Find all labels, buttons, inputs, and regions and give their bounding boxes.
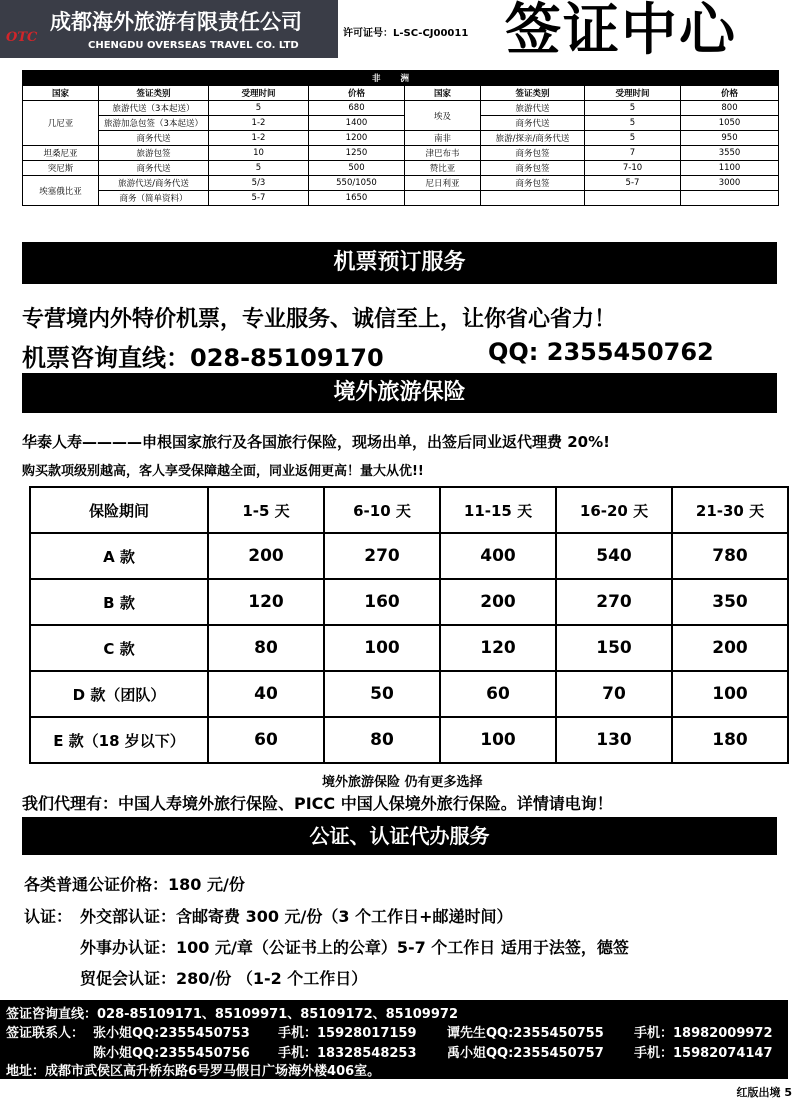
col-header: 16-20 天 xyxy=(556,487,672,533)
empty-cell xyxy=(585,191,681,206)
country-cell: 埃及 xyxy=(405,101,481,131)
cell: 3000 xyxy=(681,176,779,191)
mfa-certification: 外交部认证：含邮寄费 300 元/份（3 个工作日+邮递时间） xyxy=(80,907,513,926)
price-cell: 120 xyxy=(208,579,324,625)
plan-cell: B 款 xyxy=(30,579,208,625)
price-cell: 80 xyxy=(324,717,440,763)
insurance-intro: 华泰人寿————申根国家旅行及各国旅行保险，现场出单，出签后同业返代理费 20%! xyxy=(22,433,610,451)
contact-footer xyxy=(0,1000,788,1079)
cell: 商务代送 xyxy=(481,116,585,131)
table-row xyxy=(23,191,779,206)
visa-hotline: 签证咨询直线：028-85109171、85109971、85109172、85109972 xyxy=(6,1007,458,1022)
cell: 旅游加急包签（3本起送） xyxy=(99,116,209,131)
cell: 旅游代送/商务代送 xyxy=(99,176,209,191)
country-cell: 尼日利亚 xyxy=(405,176,481,191)
insurance-agents: 我们代理有：中国人寿境外旅行保险、PICC 中国人保境外旅行保险。详情请电询！ xyxy=(22,794,613,813)
price-cell: 60 xyxy=(440,671,556,717)
empty-cell xyxy=(405,191,481,206)
cell: 旅游/探亲/商务代送 xyxy=(481,131,585,146)
empty-cell xyxy=(681,191,779,206)
col-header: 价格 xyxy=(681,86,779,101)
cell: 950 xyxy=(681,131,779,146)
cell: 1100 xyxy=(681,161,779,176)
license-number: 许可证号：L-SC-CJ00011 xyxy=(343,28,469,39)
price-cell: 780 xyxy=(672,533,788,579)
cell: 旅游代送（3本起送） xyxy=(99,101,209,116)
africa-caption: 非洲 xyxy=(23,71,779,86)
cell: 商务代送 xyxy=(99,131,209,146)
table-row xyxy=(23,101,779,116)
page-label: 红版出境 5 xyxy=(736,1086,792,1099)
country-cell: 突尼斯 xyxy=(23,161,99,176)
cell: 1250 xyxy=(309,146,405,161)
cell: 7-10 xyxy=(585,161,681,176)
cell: 680 xyxy=(309,101,405,116)
price-cell: 200 xyxy=(208,533,324,579)
cell: 商务包签 xyxy=(481,176,585,191)
cell: 5-7 xyxy=(209,191,309,206)
price-cell: 40 xyxy=(208,671,324,717)
price-cell: 60 xyxy=(208,717,324,763)
cell: 旅游代送 xyxy=(481,101,585,116)
cell: 800 xyxy=(681,101,779,116)
cell: 商务包签 xyxy=(481,161,585,176)
cell: 5 xyxy=(585,131,681,146)
contact-qq: 禹小姐QQ:2355450757 xyxy=(447,1046,604,1061)
country-cell: 埃塞俄比亚 xyxy=(23,176,99,206)
cell: 5 xyxy=(209,101,309,116)
cell: 3550 xyxy=(681,146,779,161)
col-header: 签证类别 xyxy=(99,86,209,101)
col-header: 签证类别 xyxy=(481,86,585,101)
table-row xyxy=(30,671,788,717)
table-row xyxy=(30,625,788,671)
col-header: 受理时间 xyxy=(209,86,309,101)
contact-mobile: 手机：15928017159 xyxy=(278,1026,417,1041)
cell: 1400 xyxy=(309,116,405,131)
col-header: 21-30 天 xyxy=(672,487,788,533)
col-header: 1-5 天 xyxy=(208,487,324,533)
price-cell: 50 xyxy=(324,671,440,717)
price-cell: 70 xyxy=(556,671,672,717)
cell: 5 xyxy=(209,161,309,176)
price-cell: 270 xyxy=(556,579,672,625)
table-row xyxy=(30,579,788,625)
air-phone: 机票咨询直线：028-85109170 xyxy=(22,344,384,372)
cell: 7 xyxy=(585,146,681,161)
cell: 5-7 xyxy=(585,176,681,191)
cell: 旅游包签 xyxy=(99,146,209,161)
contacts-label: 签证联系人： xyxy=(6,1026,85,1041)
country-cell: 几尼亚 xyxy=(23,101,99,146)
contact-mobile: 手机：18328548253 xyxy=(278,1046,417,1061)
cell: 1-2 xyxy=(209,116,309,131)
cell: 商务（简单资料） xyxy=(99,191,209,206)
insurance-banner: 境外旅游保险 xyxy=(22,373,777,413)
col-header: 国家 xyxy=(405,86,481,101)
table-row xyxy=(23,131,779,146)
plan-cell: E 款（18 岁以下） xyxy=(30,717,208,763)
plan-cell: D 款（团队） xyxy=(30,671,208,717)
country-cell: 南非 xyxy=(405,131,481,146)
table-row xyxy=(23,176,779,191)
air-qq: QQ: 2355450762 xyxy=(488,338,714,366)
table-header-row xyxy=(23,86,779,101)
contact-mobile: 手机：18982009972 xyxy=(634,1026,773,1041)
notary-general-price: 各类普通公证价格：180 元/份 xyxy=(24,875,245,894)
price-cell: 150 xyxy=(556,625,672,671)
plan-cell: A 款 xyxy=(30,533,208,579)
insurance-more-options: 境外旅游保险 仍有更多选择 xyxy=(322,775,483,790)
cell: 500 xyxy=(309,161,405,176)
col-header: 价格 xyxy=(309,86,405,101)
price-cell: 160 xyxy=(324,579,440,625)
price-cell: 100 xyxy=(440,717,556,763)
col-header: 国家 xyxy=(23,86,99,101)
contact-mobile: 手机：15982074147 xyxy=(634,1046,773,1061)
price-cell: 270 xyxy=(324,533,440,579)
price-cell: 400 xyxy=(440,533,556,579)
cell: 1200 xyxy=(309,131,405,146)
notary-banner: 公证、认证代办服务 xyxy=(22,817,777,855)
table-row xyxy=(23,146,779,161)
price-cell: 180 xyxy=(672,717,788,763)
col-header: 受理时间 xyxy=(585,86,681,101)
table-row xyxy=(30,533,788,579)
air-ticket-banner: 机票预订服务 xyxy=(22,242,777,284)
cell: 10 xyxy=(209,146,309,161)
price-cell: 100 xyxy=(672,671,788,717)
price-cell: 350 xyxy=(672,579,788,625)
cell: 5 xyxy=(585,101,681,116)
africa-visa-table xyxy=(22,70,779,206)
price-cell: 200 xyxy=(672,625,788,671)
col-header: 6-10 天 xyxy=(324,487,440,533)
country-cell: 赞比亚 xyxy=(405,161,481,176)
table-header-row xyxy=(30,487,788,533)
cell: 1-2 xyxy=(209,131,309,146)
empty-cell xyxy=(481,191,585,206)
table-row xyxy=(23,161,779,176)
country-cell: 坦桑尼亚 xyxy=(23,146,99,161)
price-cell: 120 xyxy=(440,625,556,671)
price-cell: 200 xyxy=(440,579,556,625)
cell: 5 xyxy=(585,116,681,131)
company-name-en: CHENGDU OVERSEAS TRAVEL CO. LTD xyxy=(88,40,299,51)
company-logo: OTC xyxy=(6,30,38,45)
air-slogan: 专营境内外特价机票，专业服务、诚信至上，让你省心省力！ xyxy=(22,307,617,332)
col-header: 保险期间 xyxy=(30,487,208,533)
price-cell: 130 xyxy=(556,717,672,763)
contact-qq: 陈小姐QQ:2355450756 xyxy=(93,1046,250,1061)
price-cell: 100 xyxy=(324,625,440,671)
col-header: 11-15 天 xyxy=(440,487,556,533)
contact-qq: 谭先生QQ:2355450755 xyxy=(447,1026,604,1041)
price-cell: 80 xyxy=(208,625,324,671)
office-address: 地址：成都市武侯区高升桥东路6号罗马假日广场海外楼406室。 xyxy=(6,1064,381,1079)
page-title: 签证中心 xyxy=(505,0,737,63)
cell: 商务代送 xyxy=(99,161,209,176)
insurance-note: 购买款项级别越高，客人享受保障越全面，同业返佣更高！量大从优!! xyxy=(22,464,424,479)
cell: 5/3 xyxy=(209,176,309,191)
company-name-cn: 成都海外旅游有限责任公司 xyxy=(50,9,302,34)
cell: 1650 xyxy=(309,191,405,206)
table-row xyxy=(30,717,788,763)
insurance-price-table xyxy=(29,486,789,764)
fao-certification: 外事办认证：100 元/章（公证书上的公章）5-7 个工作日 适用于法签，德签 xyxy=(80,938,629,957)
cell: 商务包签 xyxy=(481,146,585,161)
cell: 550/1050 xyxy=(309,176,405,191)
ccpit-certification: 贸促会认证：280/份 （1-2 个工作日） xyxy=(80,969,368,988)
table-row xyxy=(23,116,779,131)
price-cell: 540 xyxy=(556,533,672,579)
cell: 1050 xyxy=(681,116,779,131)
country-cell: 津巴布韦 xyxy=(405,146,481,161)
certification-label: 认证： xyxy=(24,907,73,926)
contact-qq: 张小姐QQ:2355450753 xyxy=(93,1026,250,1041)
plan-cell: C 款 xyxy=(30,625,208,671)
